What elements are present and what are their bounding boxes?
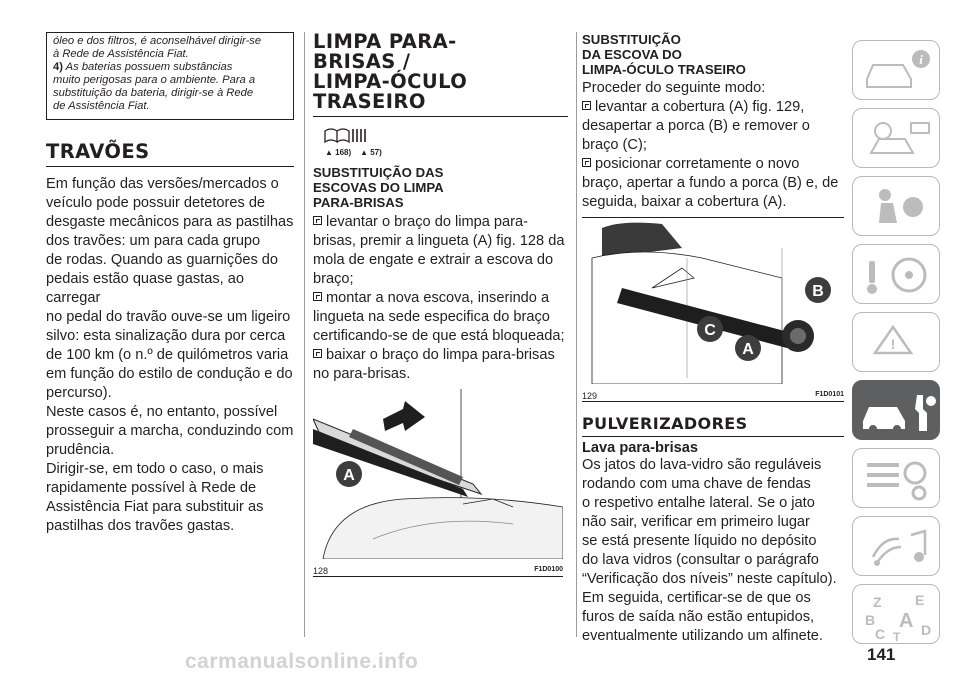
warning-refs — [313, 148, 568, 157]
note-box — [46, 32, 294, 120]
figure-number: 129 — [582, 391, 598, 401]
bullet-icon — [582, 158, 591, 167]
label-c: C — [704, 322, 716, 339]
text-line: no pedal do travão ouve-se um ligeiro — [46, 308, 291, 325]
note-line: óleo e dos filtros, é aconselhável dirigir-se — [53, 35, 262, 47]
bullet-icon — [313, 292, 322, 301]
car-wrench-icon — [853, 381, 941, 441]
text-line: Proceder do seguinte modo: — [582, 80, 766, 96]
bullet-line — [582, 98, 844, 117]
text-line: não sair, verificar em primeiro lugar — [582, 514, 810, 531]
index-letter: Z — [873, 594, 882, 610]
note-line: à Rede de Assistência Fiat. — [53, 48, 189, 60]
tab-technical-data[interactable] — [852, 448, 940, 508]
alphabet-index-icon — [853, 585, 941, 645]
heading-line: LIMPA PARA- — [313, 30, 457, 53]
section-heading-limpa — [313, 32, 568, 117]
text-line: prudência. — [46, 441, 115, 458]
text-line: Dirigir-se, em todo o caso, o mais — [46, 460, 264, 477]
travoes-body — [46, 175, 294, 536]
text-line: mola de engate e extrair a escova do — [313, 251, 554, 268]
note-line: substituição da bateria, dirigir-se à Rede — [53, 87, 254, 99]
text-line: Neste casos é, no entanto, possível — [46, 403, 278, 420]
text: baixar o braço do limpa para-brisas — [326, 346, 555, 363]
bullet-icon — [582, 101, 591, 110]
text: levantar a cobertura (A) fig. 129, — [595, 99, 805, 115]
figure-caption — [582, 389, 844, 401]
figure-number: 128 — [313, 565, 329, 576]
tab-dashboard[interactable] — [852, 40, 940, 100]
bullet-line — [582, 155, 844, 174]
text: montar a nova escova, inserindo a — [326, 289, 550, 306]
note-number: 4) — [53, 61, 63, 73]
wiper-blade-illustration — [313, 389, 563, 559]
text: levantar o braço do limpa para- — [326, 213, 528, 230]
note-line: muito perigosas para o ambiente. Para a — [53, 74, 256, 86]
text-line: em função do estilo de condução e do — [46, 365, 293, 382]
oculo-body — [582, 79, 844, 212]
text-line: prosseguir a marcha, conduzindo com — [46, 422, 294, 439]
label-a: A — [742, 341, 754, 358]
text-line: Assistência Fiat para substituir as — [46, 498, 264, 515]
text-line: certificando-se de que está bloqueada; — [313, 327, 565, 344]
tab-safety[interactable] — [852, 176, 940, 236]
text-line: furos de saída não estão entupidos, — [582, 609, 815, 626]
text-line: do lava vidros (consultar o parágrafo — [582, 552, 819, 569]
text-line: pastilhas dos travões gastas. — [46, 517, 235, 534]
music-signal-icon — [853, 517, 941, 577]
watermark: carmanualsonline.info — [185, 650, 419, 673]
rear-wiper-illustration — [582, 218, 844, 384]
airbag-icon — [853, 177, 941, 237]
text-line: Em função das versões/mercados o — [46, 175, 279, 192]
text-line: veículo pode possuir detetores de — [46, 194, 266, 211]
heading-line: TRASEIRO — [313, 89, 426, 113]
heading-line: DA ESCOVA DO — [582, 47, 682, 62]
section-heading-pulverizadores: PULVERIZADORES — [582, 416, 844, 437]
figure-129 — [582, 217, 844, 402]
text-line: silvo: esta sinalização dura por cerca — [46, 327, 286, 344]
emergency-icon — [853, 313, 941, 373]
text-line: de 100 km (o n.º de quilómetros varia — [46, 346, 289, 363]
escovas-body — [313, 213, 568, 384]
heading-line: LIMPA-ÓCULO TRASEIRO — [582, 62, 746, 77]
text: posicionar corretamente o novo — [595, 156, 800, 172]
text-line: percurso). — [46, 384, 112, 401]
text-line: dos travões: um para cada grupo — [46, 232, 261, 249]
pulverizadores-body — [582, 456, 844, 646]
note-line: de Assistência Fiat. — [53, 100, 150, 112]
key-steering-wheel-icon — [853, 245, 941, 305]
warning-ref: 57) — [370, 147, 382, 157]
label-a: A — [343, 466, 355, 484]
text-line: brisas, premir a lingueta (A) fig. 128 da — [313, 232, 565, 249]
heading-line: ESCOVAS DO LIMPA — [313, 179, 444, 195]
index-letter: B — [865, 612, 876, 628]
text-line: desapertar a porca (B) e remover o — [582, 118, 810, 134]
text-line: rapidamente possível à Rede de — [46, 479, 257, 496]
subsection-heading-escovas — [313, 165, 568, 210]
column-2 — [313, 32, 568, 577]
text-line: Os jatos do lava-vidro são reguláveis — [582, 457, 822, 474]
text-line: braço; — [313, 270, 354, 287]
bullet-line — [313, 213, 568, 232]
tab-multimedia[interactable] — [852, 516, 940, 576]
text-line: de rodas. Quando as guarnições do — [46, 251, 279, 268]
warning-icons — [313, 125, 568, 147]
page-number: 141 — [867, 645, 896, 664]
heading-line: BRISAS / — [313, 49, 411, 73]
column-1 — [46, 32, 294, 536]
note-text: As baterias possuem substâncias — [65, 61, 233, 73]
heading-line: SUBSTITUIÇÃO — [582, 32, 681, 47]
text-line: lingueta na sede especifica do braço — [313, 308, 550, 325]
index-letter: C — [875, 626, 886, 642]
tab-maintenance[interactable] — [852, 380, 940, 440]
index-letter: T — [893, 630, 901, 644]
warning-lights-icon — [853, 109, 941, 169]
figure-code: F1D0101 — [815, 391, 844, 398]
bullet-icon — [313, 349, 322, 358]
section-heading-oculo — [582, 32, 844, 77]
text-line: se está presente líquido no depósito — [582, 533, 817, 550]
bullet-icon — [313, 216, 322, 225]
warning-ref: 168) — [335, 147, 352, 157]
car-info-icon — [853, 41, 941, 101]
svg-text:i: i — [919, 52, 923, 67]
heading-line: PARA-BRISAS — [313, 194, 404, 210]
bullet-line — [313, 289, 568, 308]
tab-index[interactable] — [852, 584, 940, 644]
text-line: braço, apertar a fundo a porca (B) e, de — [582, 175, 839, 191]
figure-code: F1D0100 — [534, 565, 563, 573]
figure-caption — [313, 564, 563, 576]
column-3 — [582, 32, 844, 646]
section-heading-travoes: TRAVÕES — [46, 142, 294, 167]
subheading-lava-para-brisas: Lava para-brisas — [582, 440, 699, 457]
book-icon — [323, 125, 367, 145]
text-line: desgaste mecânicos para as pastilhas — [46, 213, 294, 230]
index-letter: A — [899, 610, 914, 632]
tab-starting-driving[interactable] — [852, 244, 940, 304]
warning-triangle-icon: ▲ — [325, 147, 333, 157]
index-letter: D — [921, 622, 932, 638]
column-divider — [304, 32, 305, 637]
text-line: rodando com uma chave de fendas — [582, 476, 811, 493]
text-line: “Verificação dos níveis” neste capítulo). — [582, 571, 837, 588]
note-line — [53, 61, 287, 74]
text-line: seguida, baixar a cobertura (A). — [582, 194, 787, 210]
index-letter: E — [915, 592, 925, 608]
svg-text:!: ! — [890, 336, 896, 352]
tab-warning-lights[interactable] — [852, 108, 940, 168]
text-line: pedais estão quase gastas, ao carregar — [46, 270, 244, 306]
tab-emergency[interactable] — [852, 312, 940, 372]
heading-line: SUBSTITUIÇÃO DAS — [313, 164, 444, 180]
list-gears-icon — [853, 449, 941, 509]
column-divider — [576, 32, 577, 637]
text-line: no para-brisas. — [313, 365, 411, 382]
text-line: Em seguida, certificar-se de que os — [582, 590, 811, 607]
bullet-line — [313, 346, 568, 365]
label-b: B — [812, 283, 824, 300]
text-line: braço (C); — [582, 137, 647, 153]
warning-triangle-icon: ▲ — [360, 147, 368, 157]
text-line: o respetivo entalhe lateral. Se o jato — [582, 495, 815, 512]
heading-line: LIMPA-ÓCULO — [313, 69, 468, 93]
figure-128 — [313, 389, 563, 577]
text-line: eventualmente utilizando um alfinete. — [582, 628, 823, 645]
